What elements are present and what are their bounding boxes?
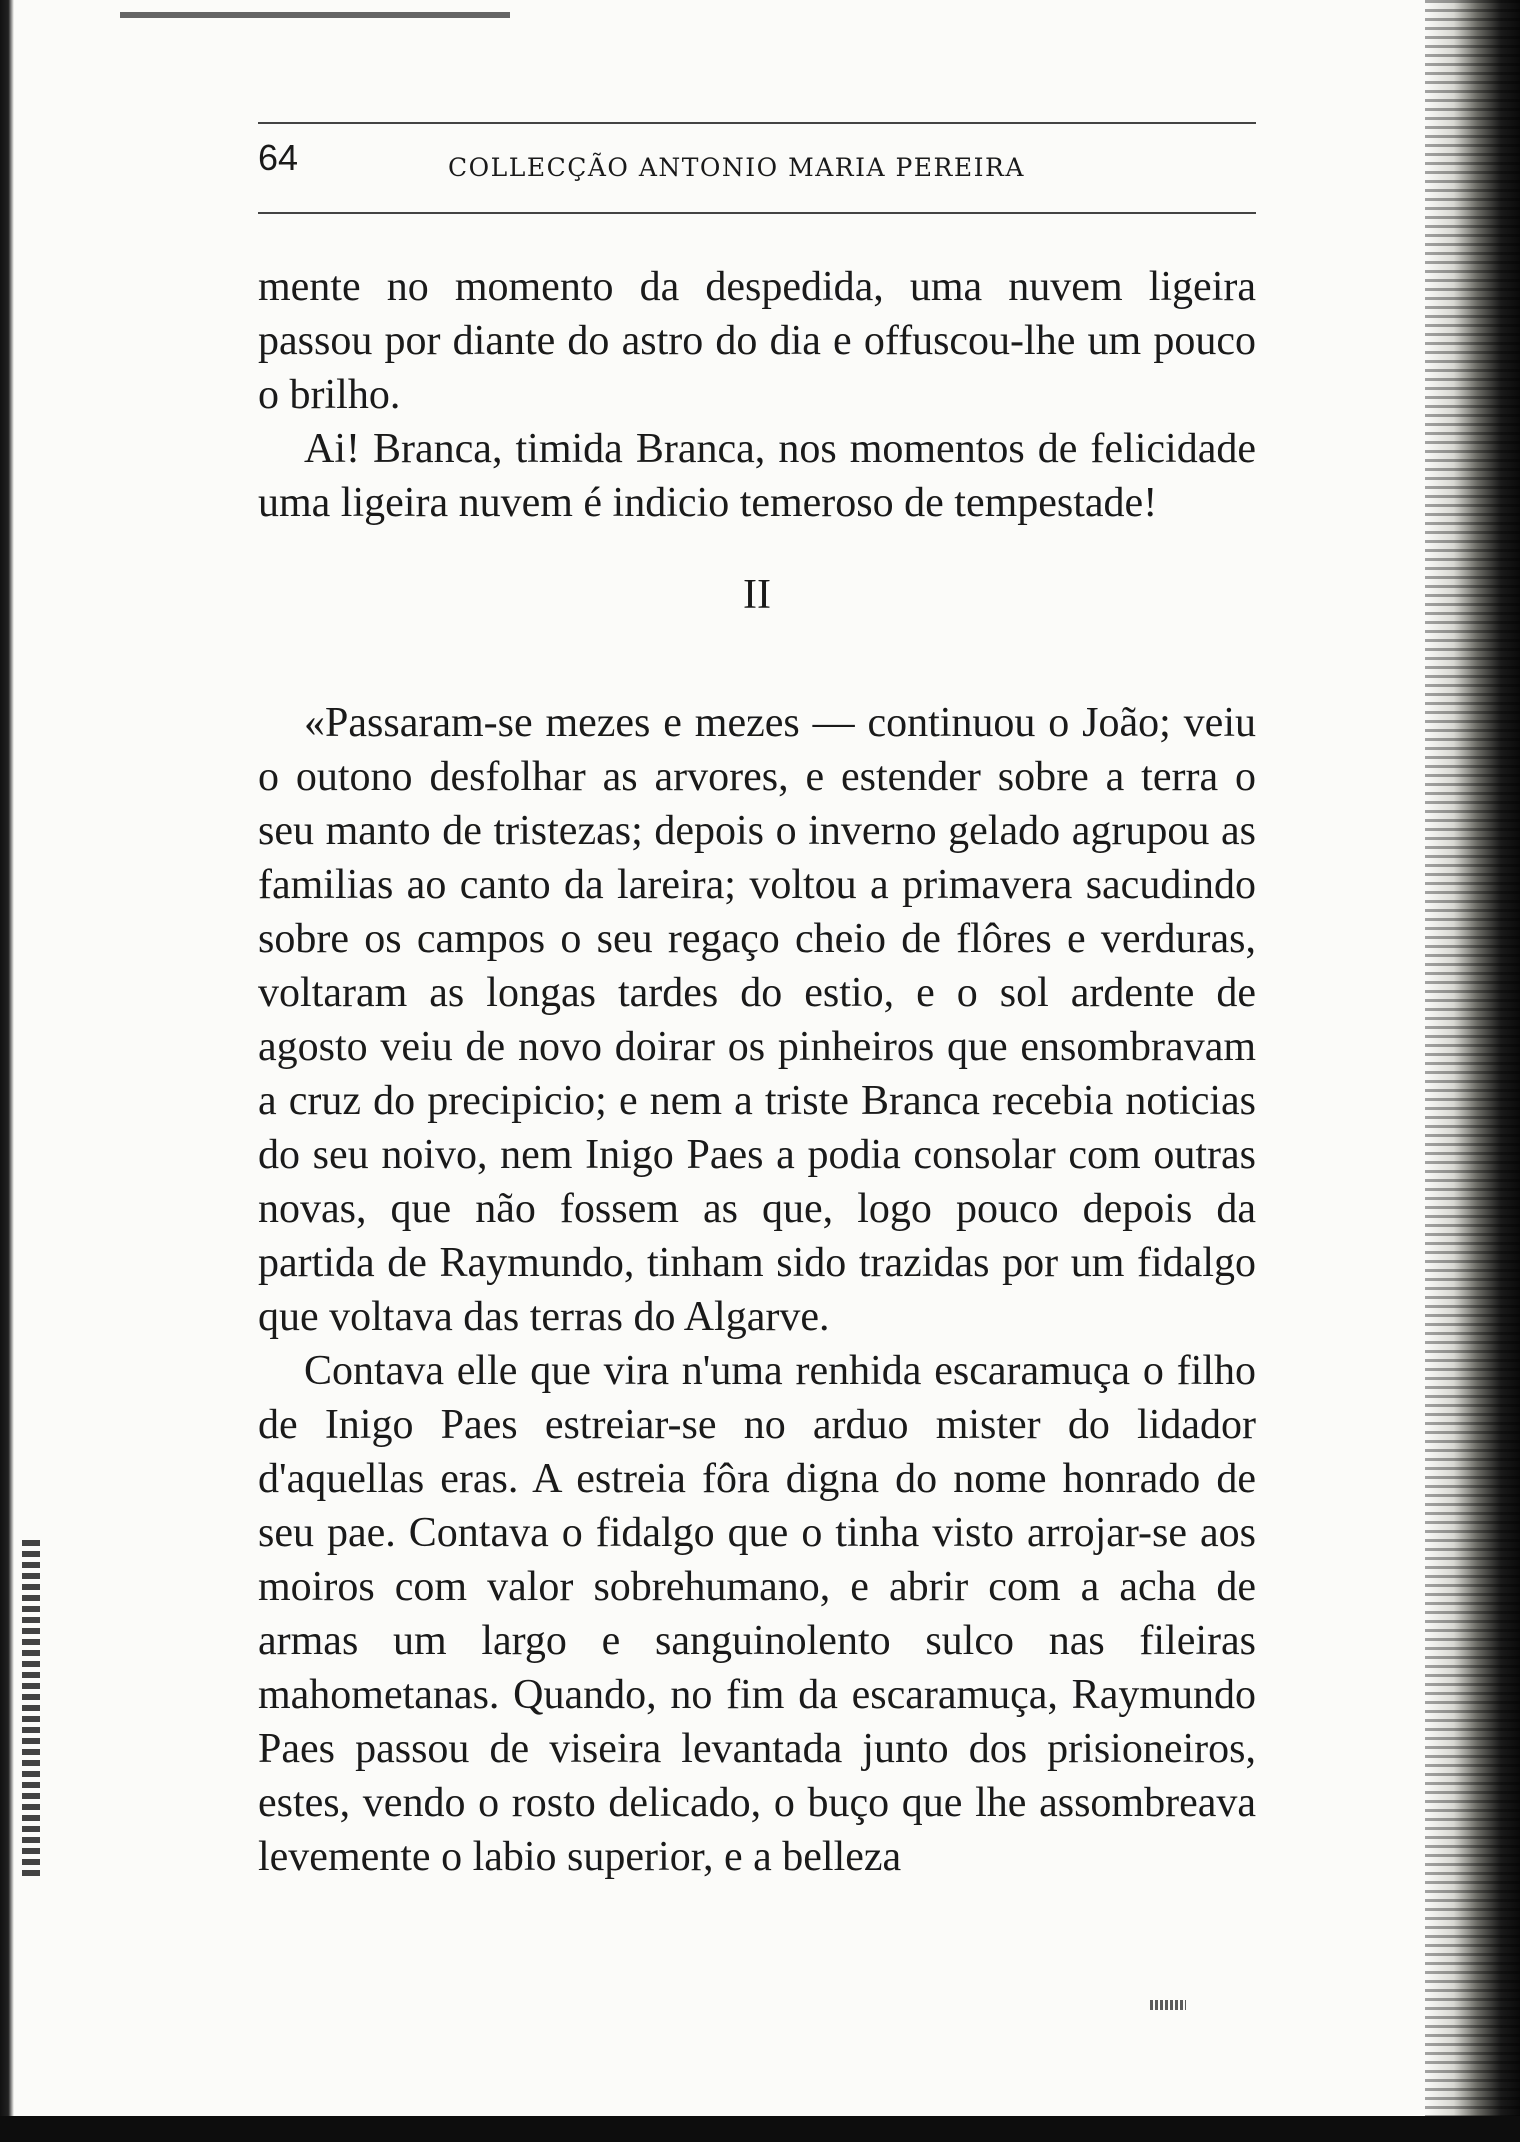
- scan-top-smudge: [120, 12, 510, 18]
- scan-left-edge: [0, 0, 14, 2142]
- scan-left-speckle: [22, 1540, 40, 1880]
- header-top-rule: [258, 122, 1256, 124]
- paragraph-continued: mente no momento da despedida, uma nuvem ligeira passou por diante do astro do dia e offuscou-lhe um pouco o brilho.: [258, 264, 1256, 418]
- scan-bottom-edge: [0, 2116, 1520, 2142]
- running-title: COLLECÇÃO ANTONIO MARIA PEREIRA: [448, 153, 1025, 182]
- printer-mark: [1150, 2000, 1186, 2010]
- section-heading: II: [743, 572, 771, 618]
- body-text: [258, 260, 1256, 1884]
- book-binding-edge: [1425, 0, 1520, 2142]
- paragraph: Ai! Branca, timida Branca, nos momentos de felicidade uma ligeira nuvem é indicio temeroso de tempestade!: [258, 426, 1256, 526]
- page-number: 64: [258, 137, 299, 178]
- paragraph: «Passaram-se mezes e mezes — continuou o João; veiu o outono desfolhar as arvores, e estender sobre a terra o seu manto de tristezas; depois o inverno gelado agrupou as familias ao canto da lareira; voltou a primavera sacudindo sobre os campos o seu regaço cheio de flôres e verduras, voltaram as longas tardes do estio, e o sol ardente de agosto veiu de novo doirar os pinheiros que ensombravam a cruz do precipicio; e nem a triste Branca recebia noticias do seu noivo, nem Inigo Paes a podia consolar com outras novas, que não fossem as que, logo pouco depois da partida de Raymundo, tinham sido trazidas por um fidalgo que voltava das terras do Algarve.: [258, 700, 1256, 1340]
- paragraph: Contava elle que vira n'uma renhida escaramuça o filho de Inigo Paes estreiar-se no arduo mister do lidador d'aquellas eras. A estreia fôra digna do nome honrado de seu pae. Contava o fidalgo que o tinha visto arrojar-se aos moiros com valor sobrehumano, e abrir com a acha de armas um largo e sanguinolento sulco nas fileiras mahometanas. Quando, no fim da escaramuça, Raymundo Paes passou de viseira levantada junto dos prisioneiros, estes, vendo o rosto delicado, o buço que lhe assombreava levemente o labio superior, e a belleza: [258, 1348, 1256, 1880]
- header-bottom-rule: [258, 212, 1256, 214]
